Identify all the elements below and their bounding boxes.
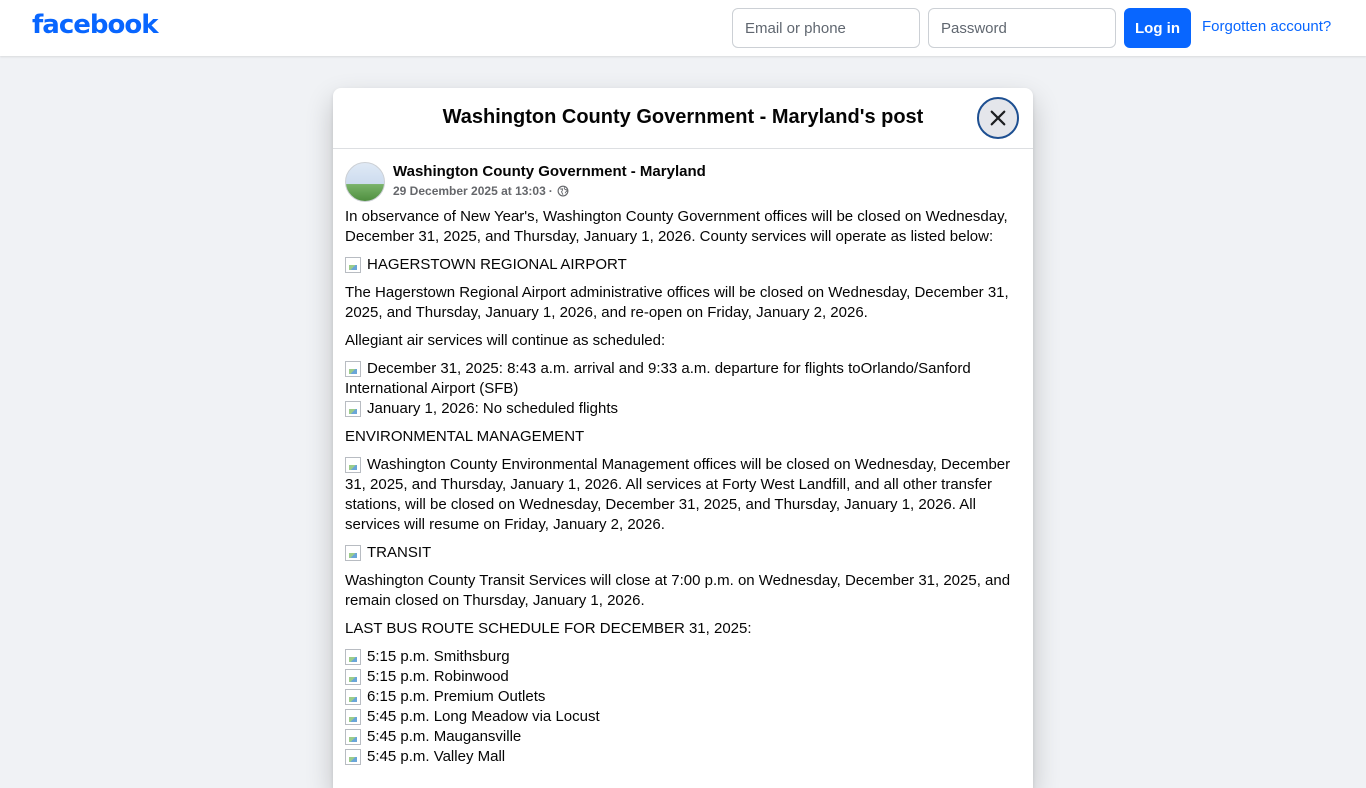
post-intro: In observance of New Year's, Washington County Government offices will be closed on Wednesday, December 31, 2025, and Thursday, January 1, 2026. County services will operate as listed below:: [345, 208, 1008, 245]
post-dialog: [333, 88, 1033, 788]
meta-separator: ·: [548, 184, 553, 198]
post-body: [333, 207, 1033, 767]
list-item: 5:45 p.m. Valley Mall: [345, 747, 1021, 767]
airport-heading-line: [345, 255, 1021, 275]
transit-text: Washington County Transit Services will close at 7:00 p.m. on Wednesday, December 31, 2025, and remain closed on Thursday, January 1, 2026.: [345, 572, 1011, 609]
transit-heading-line: [345, 543, 1021, 563]
list-item: December 31, 2025: 8:43 a.m. arrival and 9:33 a.m. departure for flights toOrlando/Sanford International Airport (SFB): [345, 360, 971, 397]
close-icon: [989, 109, 1007, 127]
top-bar: [0, 0, 1366, 56]
env-heading: ENVIRONMENTAL MANAGEMENT: [345, 428, 585, 445]
bus-heading: LAST BUS ROUTE SCHEDULE FOR DECEMBER 31, 2025:: [345, 620, 752, 637]
broken-image-icon: [345, 545, 361, 561]
broken-image-icon: [345, 361, 361, 377]
login-button[interactable]: Log in: [1124, 8, 1191, 48]
post-header: [333, 149, 1033, 211]
dialog-header: [333, 88, 1033, 149]
post-meta: [393, 184, 569, 198]
list-item: 6:15 p.m. Premium Outlets: [345, 687, 1021, 707]
allegiant-list: [345, 359, 1021, 419]
broken-image-icon: [345, 401, 361, 417]
env-text: Washington County Environmental Management offices will be closed on Wednesday, December 31, 2025, and Thursday, January 1, 2026. All services at Forty West Landfill, and all other transfer stations, will be closed on Wednesday, December 31, 2025, and Thursday, January 1, 2026. All services will resume on Friday, January 2, 2026.: [345, 456, 1011, 533]
list-item: 5:15 p.m. Robinwood: [345, 667, 1021, 687]
list-item: 5:15 p.m. Smithsburg: [345, 647, 1021, 667]
password-input[interactable]: [928, 8, 1116, 48]
list-item: 5:45 p.m. Maugansville: [345, 727, 1021, 747]
list-item: 5:45 p.m. Long Meadow via Locust: [345, 707, 1021, 727]
airport-text: The Hagerstown Regional Airport administrative offices will be closed on Wednesday, December 31, 2025, and Thursday, January 1, 2026, and re-open on Friday, January 2, 2026.: [345, 284, 1009, 321]
post-author[interactable]: Washington County Government - Maryland: [393, 163, 706, 180]
allegiant-text: Allegiant air services will continue as scheduled:: [345, 332, 666, 349]
globe-icon: [557, 185, 569, 197]
broken-image-icon: [345, 457, 361, 473]
broken-image-icon: [345, 257, 361, 273]
broken-image-icon: [345, 749, 361, 765]
list-item: January 1, 2026: No scheduled flights: [345, 399, 1021, 419]
airport-heading: HAGERSTOWN REGIONAL AIRPORT: [367, 256, 627, 273]
avatar[interactable]: [345, 162, 385, 202]
env-text-line: [345, 455, 1021, 535]
broken-image-icon: [345, 709, 361, 725]
forgotten-account-link[interactable]: Forgotten account?: [1202, 18, 1332, 35]
broken-image-icon: [345, 649, 361, 665]
close-button[interactable]: [977, 97, 1019, 139]
transit-heading: TRANSIT: [367, 544, 432, 561]
broken-image-icon: [345, 729, 361, 745]
bus-list: [345, 647, 1021, 767]
email-input[interactable]: [732, 8, 920, 48]
facebook-logo[interactable]: facebook: [32, 10, 158, 40]
broken-image-icon: [345, 689, 361, 705]
dialog-title: Washington County Government - Maryland's post: [442, 106, 924, 128]
broken-image-icon: [345, 669, 361, 685]
post-timestamp[interactable]: 29 December 2025 at 13:03: [393, 184, 546, 198]
